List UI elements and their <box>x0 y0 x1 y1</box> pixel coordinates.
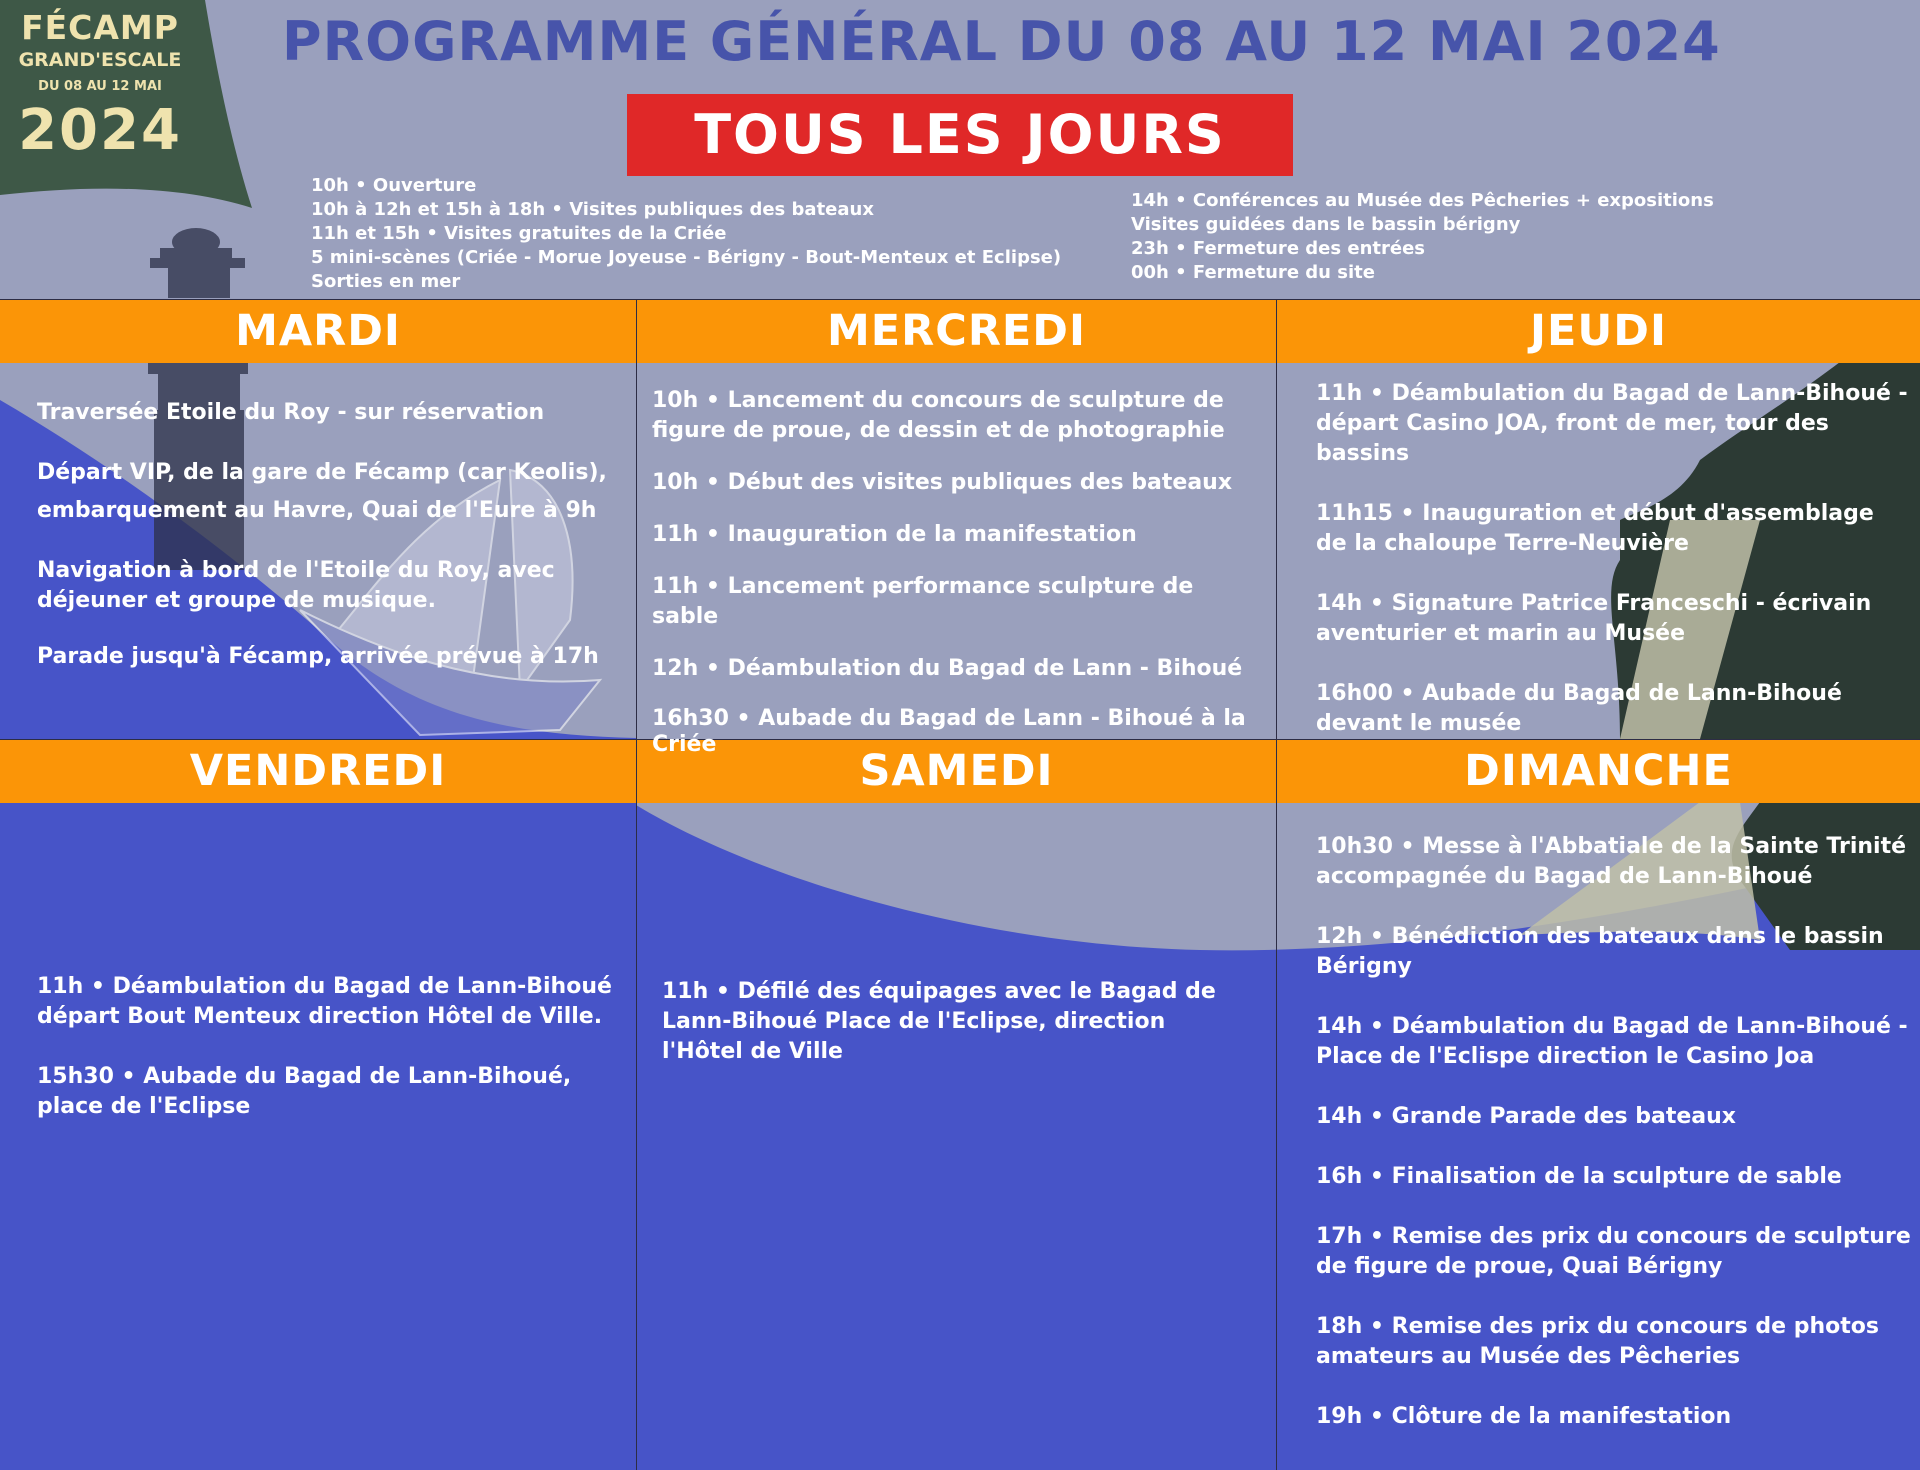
event-item: 16h • Finalisation de la sculpture de sable <box>1316 1164 1842 1189</box>
day-header-vendredi: VENDREDI <box>0 740 636 803</box>
daily-item: 10h • Ouverture <box>311 175 477 196</box>
grid-line <box>1276 299 1277 1470</box>
day-body-dimanche <box>1316 832 1911 1432</box>
event-item: Traversée Etoile du Roy - sur réservation <box>37 400 545 425</box>
page-title: PROGRAMME GÉNÉRAL DU 08 AU 12 MAI 2024 <box>282 10 1721 73</box>
event-item: 14h • Signature Patrice Franceschi - écrivain aventurier et marin au Musée <box>1316 591 1872 646</box>
event-item: 11h • Lancement performance sculpture de sable <box>652 574 1194 629</box>
event-item: 12h • Déambulation du Bagad de Lann - Bihoué <box>652 656 1243 681</box>
day-body-jeudi <box>1316 379 1911 739</box>
event-item: Départ VIP, de la gare de Fécamp (car Keolis), embarquement au Havre, Quai de l'Eure à 9h <box>37 460 607 523</box>
daily-schedule-left <box>311 174 1061 294</box>
day-header-jeudi: JEUDI <box>1277 300 1920 363</box>
event-item: 14h • Déambulation du Bagad de Lann-Bihoué - Place de l'Eclispe direction le Casino Joa <box>1316 1014 1908 1069</box>
event-item: 10h30 • Messe à l'Abbatiale de la Sainte Trinité accompagnée du Bagad de Lann-Bihoué <box>1316 834 1907 889</box>
grid-line <box>636 299 637 1470</box>
event-item: 11h • Inauguration de la manifestation <box>652 522 1137 547</box>
event-item: 11h • Déambulation du Bagad de Lann-Bihoué départ Bout Menteux direction Hôtel de Ville. <box>37 974 612 1029</box>
day-header-mardi: MARDI <box>0 300 636 363</box>
daily-item: 00h • Fermeture du site <box>1131 262 1375 283</box>
day-body-mercredi <box>652 386 1257 758</box>
daily-item: 14h • Conférences au Musée des Pêcheries + expositions <box>1131 190 1714 211</box>
daily-item: 11h et 15h • Visites gratuites de la Criée <box>311 223 727 244</box>
event-item: Parade jusqu'à Fécamp, arrivée prévue à 17h <box>37 644 599 669</box>
event-item: 14h • Grande Parade des bateaux <box>1316 1104 1736 1129</box>
day-body-mardi <box>37 398 617 672</box>
event-item: 16h30 • Aubade du Bagad de Lann - Bihoué à la Criée <box>652 706 1246 757</box>
event-item: 10h • Début des visites publiques des bateaux <box>652 470 1233 495</box>
logo-year: 2024 <box>18 98 182 163</box>
logo-event: GRAND'ESCALE <box>18 49 182 71</box>
festival-logo <box>0 8 200 163</box>
daily-item: 23h • Fermeture des entrées <box>1131 238 1425 259</box>
logo-town: FÉCAMP <box>21 8 179 47</box>
event-item: 16h00 • Aubade du Bagad de Lann-Bihoué devant le musée <box>1316 681 1842 736</box>
event-item: 19h • Clôture de la manifestation <box>1316 1404 1732 1429</box>
event-item: 17h • Remise des prix du concours de sculpture de figure de proue, Quai Bérigny <box>1316 1224 1911 1279</box>
event-item: 11h15 • Inauguration et début d'assemblage de la chaloupe Terre-Neuvière <box>1316 501 1874 556</box>
day-header-mercredi: MERCREDI <box>637 300 1276 363</box>
daily-schedule-right <box>1131 189 1714 285</box>
event-item: 18h • Remise des prix du concours de photos amateurs au Musée des Pêcheries <box>1316 1314 1879 1369</box>
day-body-vendredi <box>37 972 617 1122</box>
event-item: Navigation à bord de l'Etoile du Roy, avec déjeuner et groupe de musique. <box>37 558 555 613</box>
event-item: 11h • Déambulation du Bagad de Lann-Bihoué - départ Casino JOA, front de mer, tour des bassins <box>1316 381 1908 466</box>
day-header-dimanche: DIMANCHE <box>1277 740 1920 803</box>
everyday-banner: TOUS LES JOURS <box>627 94 1293 176</box>
daily-item: Visites guidées dans le bassin bérigny <box>1131 214 1521 235</box>
day-body-samedi <box>662 977 1252 1067</box>
event-item: 10h • Lancement du concours de sculpture de figure de proue, de dessin et de photographie <box>652 388 1225 443</box>
event-item: 12h • Bénédiction des bateaux dans le bassin Bérigny <box>1316 924 1884 979</box>
event-item: 15h30 • Aubade du Bagad de Lann-Bihoué, place de l'Eclipse <box>37 1064 572 1119</box>
event-item: 11h • Défilé des équipages avec le Bagad de Lann-Bihoué Place de l'Eclipse, direction l'Hôtel de Ville <box>662 979 1216 1064</box>
daily-item: Sorties en mer <box>311 271 461 292</box>
daily-item: 5 mini-scènes (Criée - Morue Joyeuse - Bérigny - Bout-Menteux et Eclipse) <box>311 247 1062 268</box>
daily-item: 10h à 12h et 15h à 18h • Visites publiques des bateaux <box>311 199 874 220</box>
day-header-samedi: SAMEDI <box>637 740 1276 803</box>
logo-dates: DU 08 AU 12 MAI <box>38 79 162 94</box>
